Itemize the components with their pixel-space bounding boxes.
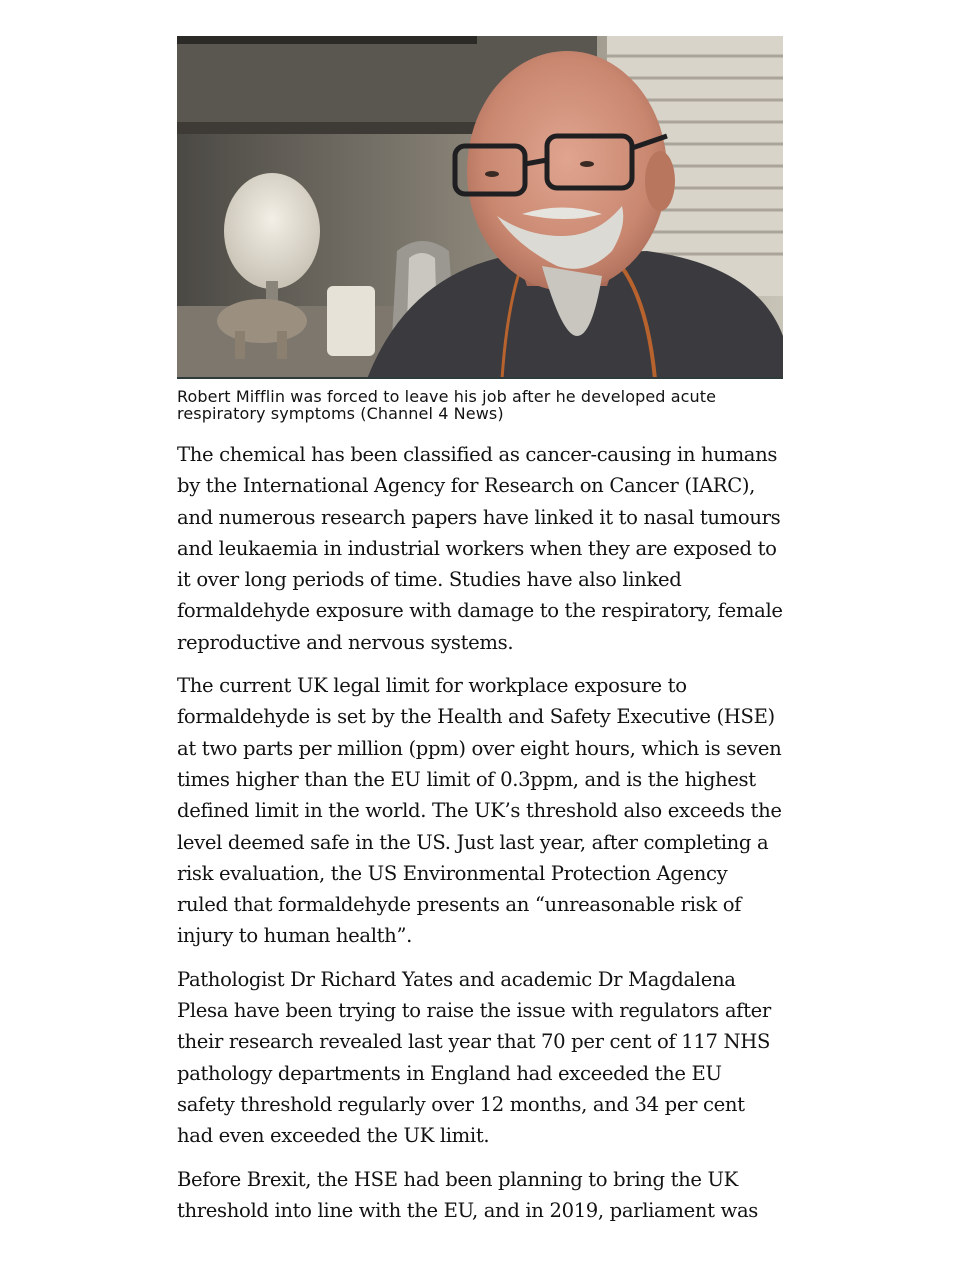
photo-caption: Robert Mifflin was forced to leave his job after he developed acute respiratory symptoms (Channel 4 News) — [177, 387, 717, 423]
article-photo — [177, 36, 783, 379]
paragraph-2: The current UK legal limit for workplace exposure to formaldehyde is set by the Health and Safety Executive (HSE) at two parts per million (ppm) over eight hours, which is seven times higher than the EU limit of 0.3ppm, and is the highest defined limit in the world. The UK’s threshold also exceeds the level deemed safe in the US. Just last year, after completing a risk evaluation, the US Environmental Protection Agency ruled that formaldehyde presents an “unreasonable risk of injury to human health”. — [177, 674, 782, 948]
paragraph-3: Pathologist Dr Richard Yates and academic Dr Magdalena Plesa have been trying to raise the issue with regulators after their research revealed last year that 70 per cent of 117 NHS pathology departments in England had exceeded the EU safety threshold regularly over 12 months, and 34 per cent had even exceeded the UK limit. — [177, 967, 771, 1148]
paragraph-1: The chemical has been classified as cancer-causing in humans by the International Agency for Research on Cancer (IARC), and numerous research papers have linked it to nasal tumours and leukaemia in industrial workers when they are exposed to it over long periods of time. Studies have also linked formaldehyde exposure with damage to the respiratory, female reproductive and nervous systems. — [177, 443, 783, 654]
article-body — [177, 36, 783, 1238]
portrait-photo-illustration — [177, 36, 783, 379]
article-figure — [177, 36, 783, 422]
article-text — [177, 439, 783, 1226]
paragraph-4: Before Brexit, the HSE had been planning to bring the UK threshold into line with the EU, and in 2019, parliament was — [177, 1167, 758, 1222]
